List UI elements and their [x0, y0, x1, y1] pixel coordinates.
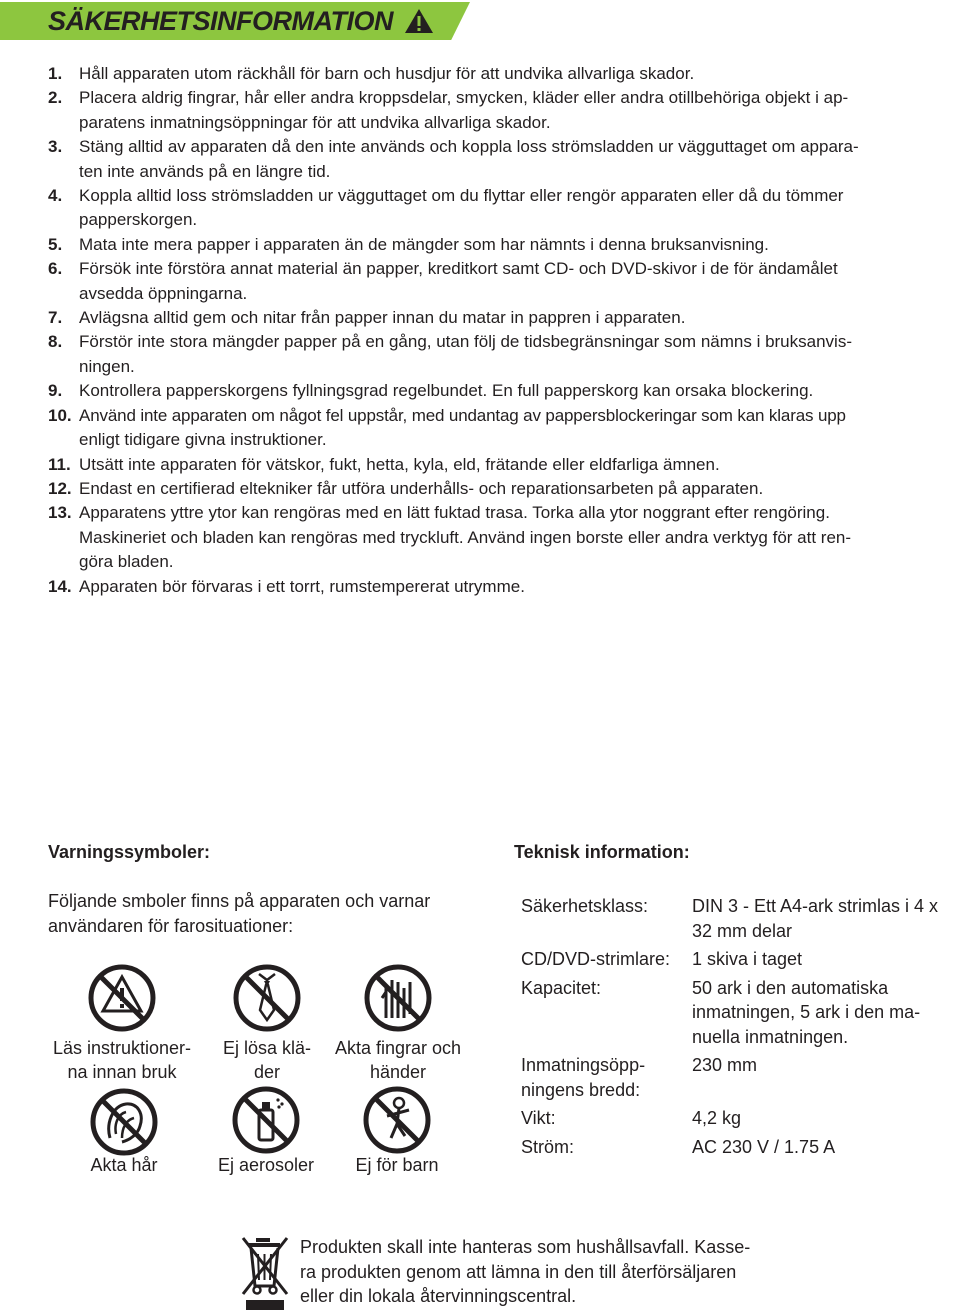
- page-title: [48, 2, 435, 40]
- item-line: ningen.: [79, 356, 135, 376]
- item-line: ten inte används på en längre tid.: [79, 161, 331, 181]
- warning-triangle-icon: [403, 7, 435, 35]
- technical-info-heading: Teknisk information:: [514, 842, 690, 862]
- symbol-label-no-aerosols: [202, 1153, 330, 1177]
- item-number: 10.: [48, 405, 72, 425]
- list-item: [48, 62, 960, 86]
- spec-label: [521, 1102, 692, 1131]
- list-item: [48, 453, 960, 477]
- spec-value: [692, 1102, 952, 1131]
- spec-label: [521, 1131, 692, 1160]
- item-number: 5.: [48, 234, 63, 254]
- disposal-notice: [300, 1235, 780, 1309]
- item-line: Endast en certifierad eltekniker får utföra underhålls- och reparationsarbeten på apparaten.: [79, 478, 764, 498]
- item-line: Håll apparaten utom räckhåll för barn och husdjur för att undvika allvarliga skador.: [79, 64, 695, 83]
- item-line: Försök inte förstöra annat material än papper, kreditkort samt CD- och DVD-skivor i de för ändamålet: [79, 259, 838, 279]
- symbol-label-mind-fingers: [324, 1036, 472, 1084]
- technical-info-table: [521, 894, 952, 1159]
- table-row: [521, 972, 952, 1050]
- crossed-out-wheelie-bin-icon: [240, 1234, 290, 1312]
- item-text: [79, 233, 960, 257]
- spec-label-line: Vikt:: [521, 1108, 556, 1128]
- list-item: [48, 257, 960, 306]
- spec-value: [692, 943, 952, 972]
- item-line: avsedda öppningarna.: [79, 283, 248, 303]
- spec-label: [521, 894, 692, 943]
- spec-value-line: DIN 3 - Ett A4-ark strimlas i 4 x: [692, 896, 939, 916]
- item-number: 12.: [48, 478, 72, 498]
- item-line: enligt tidigare givna instruktioner.: [79, 430, 327, 450]
- table-row: [521, 894, 952, 943]
- item-line: Utsätt inte apparaten för vätskor, fukt, hetta, kyla, eld, frätande eller eldfarliga ämnen.: [79, 454, 720, 474]
- symbol-label-mind-hair: [70, 1153, 178, 1177]
- table-row: [521, 1049, 952, 1102]
- spec-value-line: inmatningen, 5 ark i den ma-: [692, 1002, 921, 1022]
- list-item: [48, 135, 960, 184]
- list-item: [48, 184, 960, 233]
- spec-label-line: Inmatningsöpp-: [521, 1055, 646, 1075]
- spec-label-line: Ström:: [521, 1136, 575, 1157]
- spec-value-line: 50 ark i den automatiska: [692, 977, 889, 998]
- item-line: papperskorgen.: [79, 210, 198, 230]
- item-text: [79, 453, 960, 477]
- symbol-label-line: Läs instruktioner-: [52, 1038, 192, 1058]
- symbol-label-line: Akta fingrar och: [334, 1038, 462, 1058]
- spec-label: [521, 972, 692, 1050]
- item-line: Avlägsna alltid gem och nitar från papper innan du matar in pappren i apparaten.: [79, 308, 686, 328]
- item-text: [79, 575, 960, 599]
- item-line: Placera aldrig fingrar, hår eller andra kroppsdelar, smycken, kläder eller andra otillbehöriga objekt i ap-: [79, 88, 849, 108]
- list-item: [48, 379, 960, 403]
- item-line: göra bladen.: [79, 552, 174, 572]
- item-number: 1.: [48, 64, 63, 83]
- read-manual-warning-icon: [88, 964, 156, 1032]
- spec-value: [692, 1049, 952, 1102]
- list-item: [48, 404, 960, 453]
- table-row: [521, 943, 952, 972]
- spec-label-line: Säkerhetsklass:: [521, 896, 649, 916]
- item-line: Koppla alltid loss strömsladden ur vägguttaget om du flyttar eller rengör apparaten eller då du tömmer: [79, 186, 844, 206]
- spec-label: [521, 1049, 692, 1102]
- item-number: 3.: [48, 137, 63, 157]
- spec-value-line: 230 mm: [692, 1055, 758, 1075]
- list-item: [48, 575, 960, 599]
- item-line: Kontrollera papperskorgens fyllningsgrad regelbundet. En full papperskorg kan orsaka blockering.: [79, 381, 814, 401]
- item-text: [79, 184, 960, 233]
- intro-line: Följande smboler finns på apparaten och varnar: [48, 891, 431, 911]
- symbol-label-read-manual: [46, 1036, 198, 1084]
- spec-value-line: 4,2 kg: [692, 1108, 742, 1128]
- item-line: Apparatens yttre ytor kan rengöras med en lätt fuktad trasa. Torka alla ytor noggrant efter rengöring.: [79, 503, 830, 523]
- list-item: [48, 330, 960, 379]
- spec-value: [692, 1131, 952, 1160]
- item-text: [79, 379, 960, 403]
- symbol-label-line: Ej aerosoler: [217, 1155, 315, 1175]
- spec-value-line: nuella inmatningen.: [692, 1026, 849, 1047]
- symbol-label-no-loose-clothing: [205, 1036, 329, 1084]
- spec-value: [692, 894, 952, 943]
- item-text: [79, 501, 960, 574]
- item-text: [79, 86, 960, 135]
- table-row: [521, 1131, 952, 1160]
- spec-value: [692, 972, 952, 1050]
- item-number: 7.: [48, 308, 63, 328]
- list-item: [48, 306, 960, 330]
- list-item: [48, 86, 960, 135]
- list-item: [48, 501, 960, 574]
- list-item: [48, 233, 960, 257]
- symbol-label-line: Ej lösa klä-: [222, 1038, 312, 1058]
- item-text: [79, 306, 960, 330]
- disposal-line: ra produkten genom att lämna in den till återförsäljaren: [300, 1261, 737, 1282]
- spec-value-line: AC 230 V / 1.75 A: [692, 1136, 836, 1157]
- table-row: [521, 1102, 952, 1131]
- item-number: 9.: [48, 381, 63, 401]
- item-line: Använd inte apparaten om något fel uppstår, med undantag av pappersblockeringar som kan klaras upp: [79, 405, 846, 425]
- no-loose-clothing-icon: [233, 964, 301, 1032]
- item-text: [79, 257, 960, 306]
- symbol-label-line: der: [253, 1062, 280, 1082]
- item-text: [79, 404, 960, 453]
- page-title-text: SÄKERHETSINFORMATION: [48, 6, 393, 36]
- mind-fingers-icon: [364, 964, 432, 1032]
- spec-value-line: 32 mm delar: [692, 920, 793, 941]
- spec-value-line: 1 skiva i taget: [692, 949, 803, 969]
- symbol-label-not-for-children: [337, 1153, 457, 1177]
- item-text: [79, 330, 960, 379]
- item-number: 13.: [48, 503, 72, 523]
- symbol-label-line: händer: [369, 1062, 427, 1082]
- item-number: 14.: [48, 576, 72, 596]
- safety-instructions-list: [48, 62, 960, 599]
- item-number: 8.: [48, 332, 63, 352]
- symbol-label-line: na innan bruk: [67, 1062, 177, 1082]
- symbol-label-line: Ej för barn: [355, 1155, 439, 1175]
- item-number: 4.: [48, 186, 63, 206]
- spec-label: [521, 943, 692, 972]
- item-text: [79, 135, 960, 184]
- disposal-line: Produkten skall inte hanteras som hushållsavfall. Kasse-: [300, 1237, 751, 1257]
- list-item: [48, 477, 960, 501]
- symbol-label-line: Akta hår: [90, 1155, 158, 1175]
- item-line: Stäng alltid av apparaten då den inte används och koppla loss strömsladden ur vägguttaget om appara-: [79, 137, 859, 157]
- warning-symbols-heading: Varningssymboler:: [48, 842, 211, 862]
- not-for-children-icon: [363, 1086, 431, 1154]
- no-aerosols-icon: [232, 1086, 300, 1154]
- spec-label-line: Kapacitet:: [521, 977, 602, 998]
- item-number: 2.: [48, 88, 63, 108]
- spec-label-line: ningens bredd:: [521, 1079, 641, 1100]
- item-line: Förstör inte stora mängder papper på en gång, utan följ de tidsbegränsningar som nämns i bruksanvis-: [79, 332, 852, 352]
- item-line: paratens inmatningsöppningar för att undvika allvarliga skador.: [79, 112, 551, 132]
- disposal-line: eller din lokala återvinningscentral.: [300, 1286, 577, 1306]
- item-number: 11.: [48, 454, 71, 474]
- item-line: Mata inte mera papper i apparaten än de mängder som har nämnts i denna bruksanvisning.: [79, 234, 769, 254]
- item-line: Maskineriet och bladen kan rengöras med tryckluft. Använd ingen borste eller andra verktyg för att ren-: [79, 527, 852, 547]
- item-text: [79, 477, 960, 501]
- spec-label-line: CD/DVD-strimlare:: [521, 949, 671, 969]
- warning-intro-text: [48, 889, 468, 939]
- item-text: [79, 62, 960, 86]
- item-line: Apparaten bör förvaras i ett torrt, rumstempererat utrymme.: [79, 576, 525, 596]
- intro-line: användaren för farosituationer:: [48, 916, 294, 936]
- item-number: 6.: [48, 259, 63, 279]
- mind-hair-icon: [90, 1088, 158, 1156]
